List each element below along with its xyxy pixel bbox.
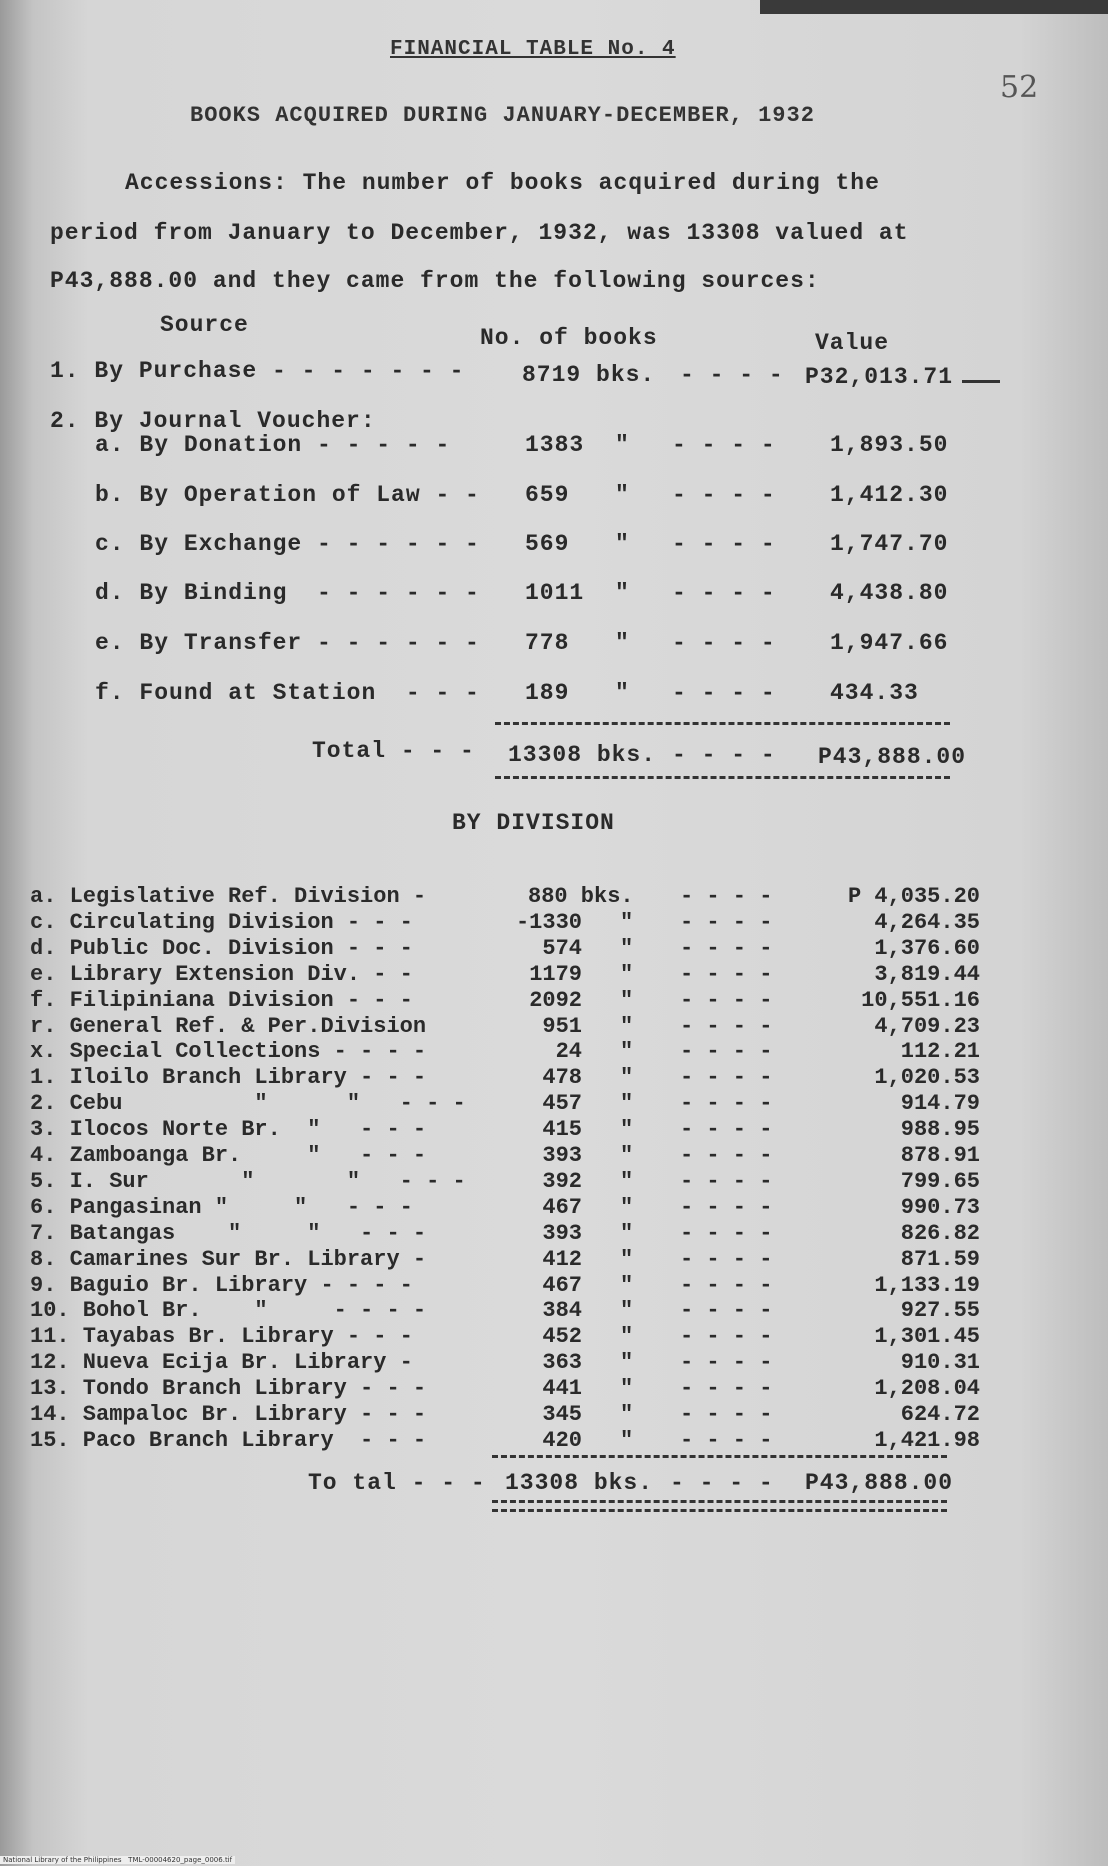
source-item-label: c. By Exchange - - - - - -: [95, 531, 480, 557]
source-item-dash: - - - -: [672, 482, 776, 508]
scan-footer: National Library of the Philippines TML-00004620_page_0006.tif: [0, 1856, 235, 1864]
source-item-dash: - - - -: [672, 580, 776, 606]
division-ditto: ": [620, 1039, 634, 1064]
source-item-ditto: ": [615, 580, 630, 606]
division-value: 1,020.53: [874, 1065, 980, 1090]
division-label: e. Library Extension Div. - -: [30, 962, 413, 987]
sources-total-label: Total - - -: [312, 738, 475, 764]
source-item-books: 659: [525, 482, 570, 508]
division-books: 393: [542, 1143, 582, 1168]
division-dash: - - - -: [680, 1169, 773, 1194]
division-total-dash: - - - -: [670, 1470, 774, 1496]
sources-total-value: P43,888.00: [818, 744, 967, 770]
division-label: 14. Sampaloc Br. Library - - -: [30, 1402, 427, 1427]
division-label: 11. Tayabas Br. Library - - -: [30, 1324, 413, 1349]
purchase-books: 8719 bks.: [522, 362, 656, 388]
division-dash: - - - -: [680, 1221, 773, 1246]
header-source: Source: [160, 312, 249, 338]
division-value: 990.73: [900, 1195, 980, 1220]
division-total-double-rule: [492, 1500, 947, 1512]
division-ditto: ": [620, 1117, 634, 1142]
source-item-ditto: ": [615, 630, 630, 656]
journal-voucher-label: 2. By Journal Voucher:: [50, 408, 376, 434]
division-row: [30, 988, 990, 1014]
division-label: 2. Cebu " " - - -: [30, 1091, 466, 1116]
source-item-value: 1,747.70: [830, 531, 949, 557]
source-item-books: 569: [525, 531, 570, 557]
division-ditto: ": [620, 1195, 634, 1220]
division-row: [30, 1247, 990, 1273]
division-row: [30, 1221, 990, 1247]
division-dash: - - - -: [680, 1350, 773, 1375]
division-row: [30, 1117, 990, 1143]
division-total-books: 13308 bks.: [505, 1470, 654, 1496]
division-label: 10. Bohol Br. " - - - -: [30, 1298, 427, 1323]
division-ditto: ": [620, 1169, 634, 1194]
division-label: 9. Baguio Br. Library - - - -: [30, 1273, 413, 1298]
source-item-dash: - - - -: [672, 680, 776, 706]
division-dash: - - - -: [680, 1247, 773, 1272]
source-item-ditto: ": [615, 531, 630, 557]
division-ditto: ": [620, 1014, 634, 1039]
division-row: [30, 1039, 990, 1065]
division-books: 574: [542, 936, 582, 961]
division-row: [30, 962, 990, 988]
division-books: 363: [542, 1350, 582, 1375]
division-dash: - - - -: [680, 1091, 773, 1116]
division-dash: - - - -: [680, 936, 773, 961]
division-dash: - - - -: [680, 910, 773, 935]
purchase-value: P32,013.71: [805, 364, 954, 390]
intro-line-3: P43,888.00 and they came from the following sources:: [50, 268, 820, 294]
division-label: c. Circulating Division - - -: [30, 910, 413, 935]
division-ditto: ": [620, 1091, 634, 1116]
division-dash: - - - -: [680, 962, 773, 987]
division-value: 1,301.45: [874, 1324, 980, 1349]
division-ditto: ": [620, 1273, 634, 1298]
division-books: 393: [542, 1221, 582, 1246]
division-ditto: ": [620, 962, 634, 987]
division-dash: - - - -: [680, 1376, 773, 1401]
division-label: 1. Iloilo Branch Library - - -: [30, 1065, 427, 1090]
division-dash: - - - -: [680, 1273, 773, 1298]
division-total-label: To tal - - -: [308, 1470, 486, 1496]
division-total-value: P43,888.00: [805, 1470, 954, 1496]
division-books: 415: [542, 1117, 582, 1142]
division-value: 3,819.44: [874, 962, 980, 987]
source-item-books: 189: [525, 680, 570, 706]
division-row: [30, 1428, 990, 1454]
division-books: -1330: [515, 910, 582, 935]
division-books: 412: [542, 1247, 582, 1272]
division-ditto: ": [620, 988, 634, 1013]
division-books: 467: [542, 1195, 582, 1220]
source-item-dash: - - - -: [672, 630, 776, 656]
purchase-underline: [962, 380, 1000, 383]
source-item-value: 1,947.66: [830, 630, 949, 656]
page-number: 52: [1000, 70, 1039, 105]
division-label: 12. Nueva Ecija Br. Library -: [30, 1350, 413, 1375]
division-label: x. Special Collections - - - -: [30, 1039, 427, 1064]
division-value: 112.21: [900, 1039, 980, 1064]
division-value: 878.91: [900, 1143, 980, 1168]
sources-total-books: 13308 bks.: [508, 742, 657, 768]
source-item-ditto: ": [615, 432, 630, 458]
division-books: 951: [542, 1014, 582, 1039]
source-item-label: e. By Transfer - - - - - -: [95, 630, 480, 656]
division-books: 345: [542, 1402, 582, 1427]
division-value: 1,376.60: [874, 936, 980, 961]
by-division-heading: BY DIVISION: [452, 810, 615, 836]
source-item-value: 1,412.30: [830, 482, 949, 508]
division-books: 452: [542, 1324, 582, 1349]
division-value: 799.65: [900, 1169, 980, 1194]
division-books: 467: [542, 1273, 582, 1298]
source-item-ditto: ": [615, 680, 630, 706]
division-row: [30, 1324, 990, 1350]
division-dash: - - - -: [680, 1039, 773, 1064]
intro-line-2: period from January to December, 1932, was 13308 valued at: [50, 220, 909, 246]
division-label: 8. Camarines Sur Br. Library -: [30, 1247, 427, 1272]
division-label: 7. Batangas " " - - -: [30, 1221, 427, 1246]
division-value: 871.59: [900, 1247, 980, 1272]
division-books: 457: [542, 1091, 582, 1116]
division-value: P 4,035.20: [847, 884, 980, 909]
division-ditto: ": [620, 910, 634, 935]
source-item-label: d. By Binding - - - - - -: [95, 580, 480, 606]
division-value: 988.95: [900, 1117, 980, 1142]
division-row: [30, 1298, 990, 1324]
header-value: Value: [815, 330, 890, 356]
division-ditto: ": [620, 1247, 634, 1272]
division-label: d. Public Doc. Division - - -: [30, 936, 413, 961]
division-label: 5. I. Sur " " - - -: [30, 1169, 466, 1194]
division-ditto: ": [620, 1350, 634, 1375]
source-item-value: 434.33: [830, 680, 919, 706]
scan-edge: [760, 0, 1108, 14]
division-value: 1,208.04: [874, 1376, 980, 1401]
source-item-ditto: ": [615, 482, 630, 508]
total-rule-bottom: [495, 776, 950, 779]
division-dash: - - - -: [680, 1014, 773, 1039]
division-row: [30, 910, 990, 936]
division-label: 15. Paco Branch Library - - -: [30, 1428, 427, 1453]
division-ditto: ": [620, 1221, 634, 1246]
source-item-label: b. By Operation of Law - -: [95, 482, 480, 508]
division-total-rule: [492, 1455, 947, 1458]
source-item-books: 1383: [525, 432, 585, 458]
source-item-value: 4,438.80: [830, 580, 949, 606]
division-books: 1179: [529, 962, 582, 987]
division-row: [30, 1169, 990, 1195]
division-dash: - - - -: [680, 988, 773, 1013]
division-row: [30, 1402, 990, 1428]
division-row: [30, 1065, 990, 1091]
division-ditto: ": [620, 936, 634, 961]
source-item-value: 1,893.50: [830, 432, 949, 458]
division-label: f. Filipiniana Division - - -: [30, 988, 413, 1013]
division-ditto: ": [620, 1298, 634, 1323]
division-value: 10,551.16: [861, 988, 980, 1013]
division-dash: - - - -: [680, 1324, 773, 1349]
division-dash: - - - -: [680, 1143, 773, 1168]
division-books: 384: [542, 1298, 582, 1323]
division-value: 1,133.19: [874, 1273, 980, 1298]
division-row: [30, 1014, 990, 1040]
division-row: [30, 1143, 990, 1169]
division-value: 927.55: [900, 1298, 980, 1323]
division-ditto: ": [620, 1065, 634, 1090]
division-value: 826.82: [900, 1221, 980, 1246]
purchase-dash: - - - -: [680, 362, 784, 388]
division-ditto: ": [620, 1143, 634, 1168]
division-value: 1,421.98: [874, 1428, 980, 1453]
division-row: [30, 884, 990, 910]
division-value: 4,264.35: [874, 910, 980, 935]
division-row: [30, 1376, 990, 1402]
division-row: [30, 1091, 990, 1117]
table-title: FINANCIAL TABLE No. 4: [390, 38, 676, 61]
division-dash: - - - -: [680, 884, 773, 909]
intro-line-1: Accessions: The number of books acquired during the: [125, 170, 880, 196]
division-books: 2092: [529, 988, 582, 1013]
division-value: 4,709.23: [874, 1014, 980, 1039]
division-ditto: ": [620, 1324, 634, 1349]
division-dash: - - - -: [680, 1402, 773, 1427]
division-books: 392: [542, 1169, 582, 1194]
division-label: 3. Ilocos Norte Br. " - - -: [30, 1117, 427, 1142]
division-value: 624.72: [900, 1402, 980, 1427]
purchase-label: 1. By Purchase - - - - - - -: [50, 358, 465, 384]
division-dash: - - - -: [680, 1428, 773, 1453]
division-label: a. Legislative Ref. Division -: [30, 884, 427, 909]
division-value: 914.79: [900, 1091, 980, 1116]
division-books: 441: [542, 1376, 582, 1401]
division-label: 4. Zamboanga Br. " - - -: [30, 1143, 427, 1168]
division-value: 910.31: [900, 1350, 980, 1375]
total-rule-top: [495, 722, 950, 725]
header-books: No. of books: [480, 325, 658, 351]
source-item-books: 1011: [525, 580, 585, 606]
division-label: 13. Tondo Branch Library - - -: [30, 1376, 427, 1401]
division-ditto: ": [620, 1428, 634, 1453]
division-books: 880 bks.: [528, 884, 634, 909]
document-subtitle: BOOKS ACQUIRED DURING JANUARY-DECEMBER, 1932: [190, 103, 815, 128]
division-dash: - - - -: [680, 1065, 773, 1090]
source-item-label: f. Found at Station - - -: [95, 680, 480, 706]
division-ditto: ": [620, 1376, 634, 1401]
division-ditto: ": [620, 1402, 634, 1427]
division-row: [30, 1195, 990, 1221]
division-label: r. General Ref. & Per.Division: [30, 1014, 427, 1039]
division-row: [30, 936, 990, 962]
division-books: 478: [542, 1065, 582, 1090]
source-item-label: a. By Donation - - - - -: [95, 432, 451, 458]
source-item-dash: - - - -: [672, 432, 776, 458]
division-dash: - - - -: [680, 1117, 773, 1142]
division-books: 24: [555, 1039, 582, 1064]
division-dash: - - - -: [680, 1195, 773, 1220]
source-item-dash: - - - -: [672, 531, 776, 557]
division-books: 420: [542, 1428, 582, 1453]
division-dash: - - - -: [680, 1298, 773, 1323]
division-row: [30, 1350, 990, 1376]
sources-total-dash: - - - -: [672, 742, 776, 768]
division-label: 6. Pangasinan " " - - -: [30, 1195, 413, 1220]
source-item-books: 778: [525, 630, 570, 656]
division-row: [30, 1273, 990, 1299]
